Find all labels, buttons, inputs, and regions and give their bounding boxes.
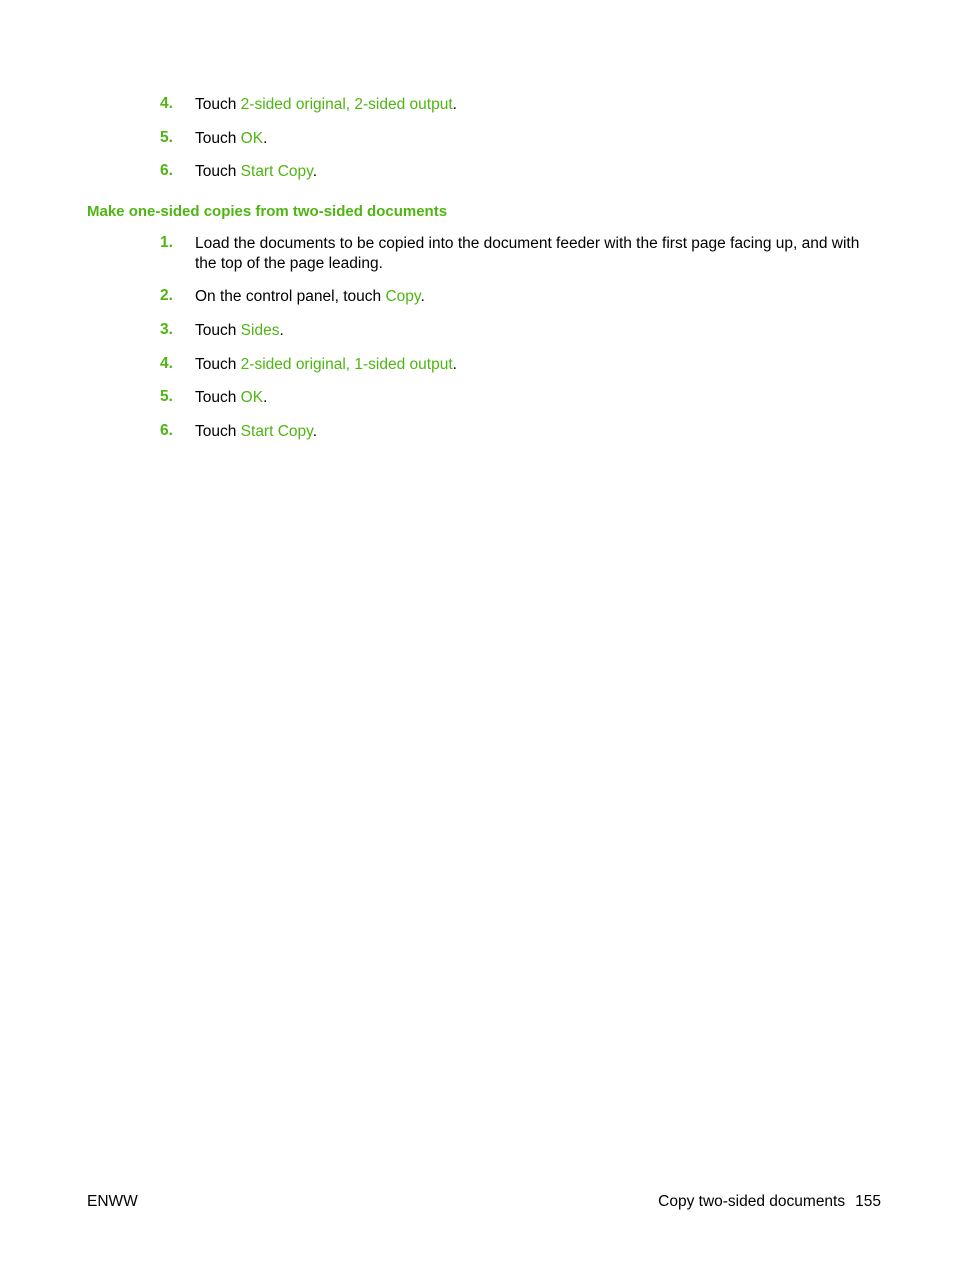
step-number: 6. — [160, 422, 173, 439]
step-text: Touch OK. — [195, 130, 268, 147]
step-text: Load the documents to be copied into the document feeder with the first page facing up, and with the top of the page leading. — [195, 235, 860, 272]
step-number: 1. — [160, 234, 173, 251]
ui-option-link: 2-sided original, 2-sided output — [240, 96, 453, 113]
step-text: Touch Start Copy. — [195, 163, 318, 180]
step-number: 4. — [160, 355, 173, 372]
step-number: 6. — [160, 162, 173, 179]
ui-option-link: OK — [240, 130, 264, 147]
step-text: On the control panel, touch Copy. — [195, 288, 425, 305]
ui-option-link: Sides — [240, 322, 280, 339]
step-number: 2. — [160, 287, 173, 304]
page-number: 155 — [855, 1193, 881, 1210]
step-number: 4. — [160, 95, 173, 112]
ui-option-link: OK — [240, 389, 264, 406]
step-number: 5. — [160, 388, 173, 405]
step-text: Touch Start Copy. — [195, 423, 318, 440]
step-text: Touch Sides. — [195, 322, 284, 339]
ui-option-link: Copy — [385, 288, 421, 305]
footer-page-info — [658, 1193, 881, 1211]
step-number: 3. — [160, 321, 173, 338]
footer-section-title: Copy two-sided documents — [658, 1193, 846, 1210]
footer-locale: ENWW — [87, 1193, 138, 1210]
ui-option-link: Start Copy — [240, 423, 313, 440]
section-heading: Make one-sided copies from two-sided documents — [87, 203, 448, 220]
step-text: Touch OK. — [195, 389, 268, 406]
step-text: Touch 2-sided original, 1-sided output. — [195, 356, 457, 373]
ui-option-link: 2-sided original, 1-sided output — [240, 356, 453, 373]
ui-option-link: Start Copy — [240, 163, 313, 180]
step-number: 5. — [160, 129, 173, 146]
step-text: Touch 2-sided original, 2-sided output. — [195, 96, 457, 113]
